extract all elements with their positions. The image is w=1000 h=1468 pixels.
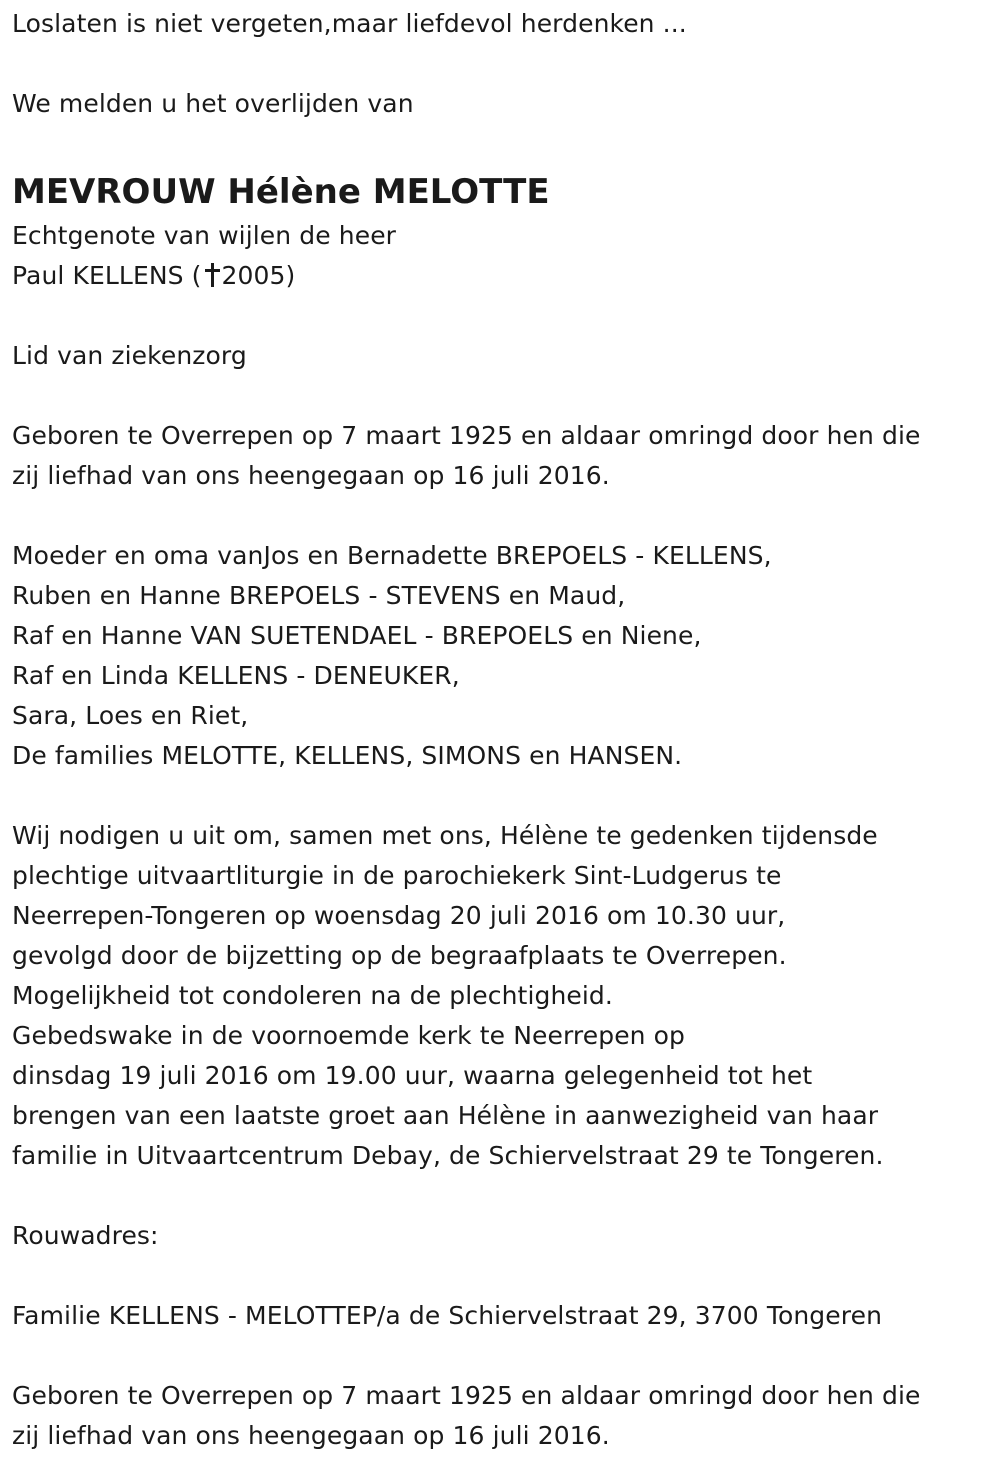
family-line: De families MELOTTE, KELLENS, SIMONS en HANSEN. bbox=[12, 741, 683, 770]
spacer bbox=[12, 124, 988, 164]
spacer bbox=[12, 296, 988, 336]
spouse-name-line bbox=[12, 256, 988, 296]
address-label: Rouwadres: bbox=[12, 1221, 159, 1250]
spouse-name: Paul KELLENS ( bbox=[12, 261, 202, 290]
invitation-line: dinsdag 19 juli 2016 om 19.00 uur, waarna gelegenheid tot het bbox=[12, 1061, 813, 1090]
invitation-line: Wij nodigen u uit om, samen met ons, Hélène te gedenken tijdensde bbox=[12, 821, 878, 850]
birth-death-repeat-line-1: Geboren te Overrepen op 7 maart 1925 en aldaar omringd door hen die bbox=[12, 1381, 921, 1410]
spouse-line: Echtgenote van wijlen de heer bbox=[12, 221, 397, 250]
announcement-text: We melden u het overlijden van bbox=[12, 89, 414, 118]
membership-text: Lid van ziekenzorg bbox=[12, 341, 247, 370]
family-line: Sara, Loes en Riet, bbox=[12, 701, 249, 730]
birth-death-line-2: zij liefhad van ons heengegaan op 16 juli 2016. bbox=[12, 461, 610, 490]
family-line: Ruben en Hanne BREPOELS - STEVENS en Maud, bbox=[12, 581, 626, 610]
intro-quote: Loslaten is niet vergeten,maar liefdevol herdenken ... bbox=[12, 9, 687, 38]
invitation-line: Mogelijkheid tot condoleren na de plechtigheid. bbox=[12, 981, 613, 1010]
spacer bbox=[12, 1256, 988, 1296]
spacer bbox=[12, 376, 988, 416]
invitation-line: gevolgd door de bijzetting op de begraafplaats te Overrepen. bbox=[12, 941, 787, 970]
birth-death-repeat-line-2: zij liefhad van ons heengegaan op 16 juli 2016. bbox=[12, 1421, 610, 1450]
birth-death-line-1: Geboren te Overrepen op 7 maart 1925 en aldaar omringd door hen die bbox=[12, 421, 921, 450]
invitation-line: familie in Uitvaartcentrum Debay, de Schiervelstraat 29 te Tongeren. bbox=[12, 1141, 884, 1170]
family-line: Raf en Linda KELLENS - DENEUKER, bbox=[12, 661, 460, 690]
spacer bbox=[12, 776, 988, 816]
spouse-death-year: 2005) bbox=[221, 261, 296, 290]
deceased-name: MEVROUW Hélène MELOTTE bbox=[12, 172, 550, 212]
cross-icon bbox=[204, 263, 220, 287]
invitation-line: Gebedswake in de voornoemde kerk te Neerrepen op bbox=[12, 1021, 686, 1050]
spacer bbox=[12, 1176, 988, 1216]
family-line: Moeder en oma vanJos en Bernadette BREPOELS - KELLENS, bbox=[12, 541, 772, 570]
address-value: Familie KELLENS - MELOTTEP/a de Schiervelstraat 29, 3700 Tongeren bbox=[12, 1301, 883, 1330]
family-line: Raf en Hanne VAN SUETENDAEL - BREPOELS en Niene, bbox=[12, 621, 702, 650]
spacer bbox=[12, 1336, 988, 1376]
spacer bbox=[12, 44, 988, 84]
invitation-line: plechtige uitvaartliturgie in de parochiekerk Sint-Ludgerus te bbox=[12, 861, 782, 890]
invitation-line: Neerrepen-Tongeren op woensdag 20 juli 2016 om 10.30 uur, bbox=[12, 901, 786, 930]
invitation-line: brengen van een laatste groet aan Hélène in aanwezigheid van haar bbox=[12, 1101, 879, 1130]
spacer bbox=[12, 496, 988, 536]
